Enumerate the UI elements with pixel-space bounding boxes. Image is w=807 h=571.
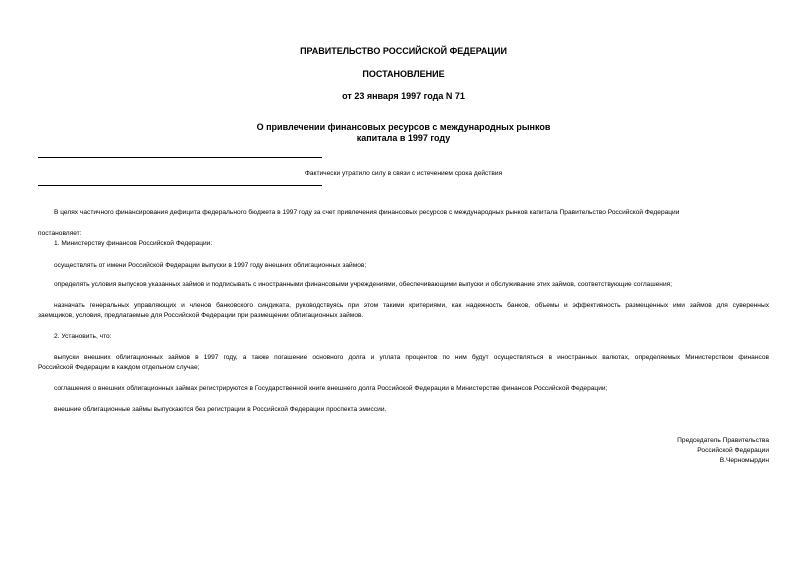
item-2-paragraph-a — [38, 353, 769, 372]
government-heading: ПРАВИТЕЛЬСТВО РОССИЙСКОЙ ФЕДЕРАЦИИ — [300, 46, 507, 56]
item-1-paragraph-c-line-2: заемщиков, условия, предлагаемые для Российской Федерации при размещении облигационных займов. — [38, 311, 364, 319]
signature-name: В.Черномырдин — [719, 457, 769, 464]
preamble-paragraph: В целях частичного финансирования дефицита федерального бюджета в 1997 году за счет привлечения финансовых ресурсов с международных рынков капитала Правительство Российской Федерации — [54, 209, 680, 216]
separator-rule-top — [38, 157, 322, 158]
document-title-line-2: капитала в 1997 году — [356, 133, 451, 143]
item-2-paragraph-a-line-2: Российской Федерации в каждом отдельном случае; — [38, 363, 200, 371]
item-1-paragraph-b: определять условия выпусков указанных займов и подписывать с иностранными финансовыми учреждениями, обеспечивающими выпуски и обслуживание этих займов, соответствующие соглашения; — [54, 281, 673, 288]
item-1-paragraph-a: осуществлять от имени Российской Федерации выпуски в 1997 году внешних облигационных займов; — [54, 262, 367, 269]
item-2-paragraph-b: соглашения о внешних облигационных займах регистрируются в Государственной книге внешнего долга Российской Федерации в Министерстве финансов Российской Федерации; — [54, 385, 608, 392]
status-note: Фактически утратило силу в связи с истечением срока действия — [304, 170, 503, 177]
item-2-heading: 2. Установить, что: — [54, 333, 112, 340]
document-type-heading: ПОСТАНОВЛЕНИЕ — [362, 69, 445, 79]
document-title-line-1: О привлечении финансовых ресурсов с международных рынков — [256, 122, 551, 132]
signature-position: Председатель Правительства — [677, 437, 769, 444]
date-number-heading: от 23 января 1997 года N 71 — [342, 91, 465, 101]
item-1-paragraph-c — [38, 301, 769, 320]
item-1-paragraph-c-line-1: назначать генеральных управляющих и членов банковского синдиката, руководствуясь при этом такими критериями, как надежность банков, объемы и эффективность размещенных ими займов для суверенных — [54, 302, 769, 309]
signature-block — [677, 436, 769, 466]
item-2-paragraph-c: внешние облигационные займы выпускаются без регистрации в Российской Федерации проспекта эмиссии. — [54, 406, 387, 413]
separator-rule-bottom — [38, 185, 322, 186]
decree-word: постановляет: — [38, 230, 82, 237]
signature-organization: Российской Федерации — [697, 447, 769, 454]
item-1-heading: 1. Министерству финансов Российской Федерации: — [54, 240, 213, 247]
item-2-paragraph-a-line-1: выпуски внешних облигационных займов в 1997 году, а также погашение основного долга и уплата процентов по ним будут осуществляться в иностранных валютах, определяемых Министерством финансов — [54, 354, 769, 361]
